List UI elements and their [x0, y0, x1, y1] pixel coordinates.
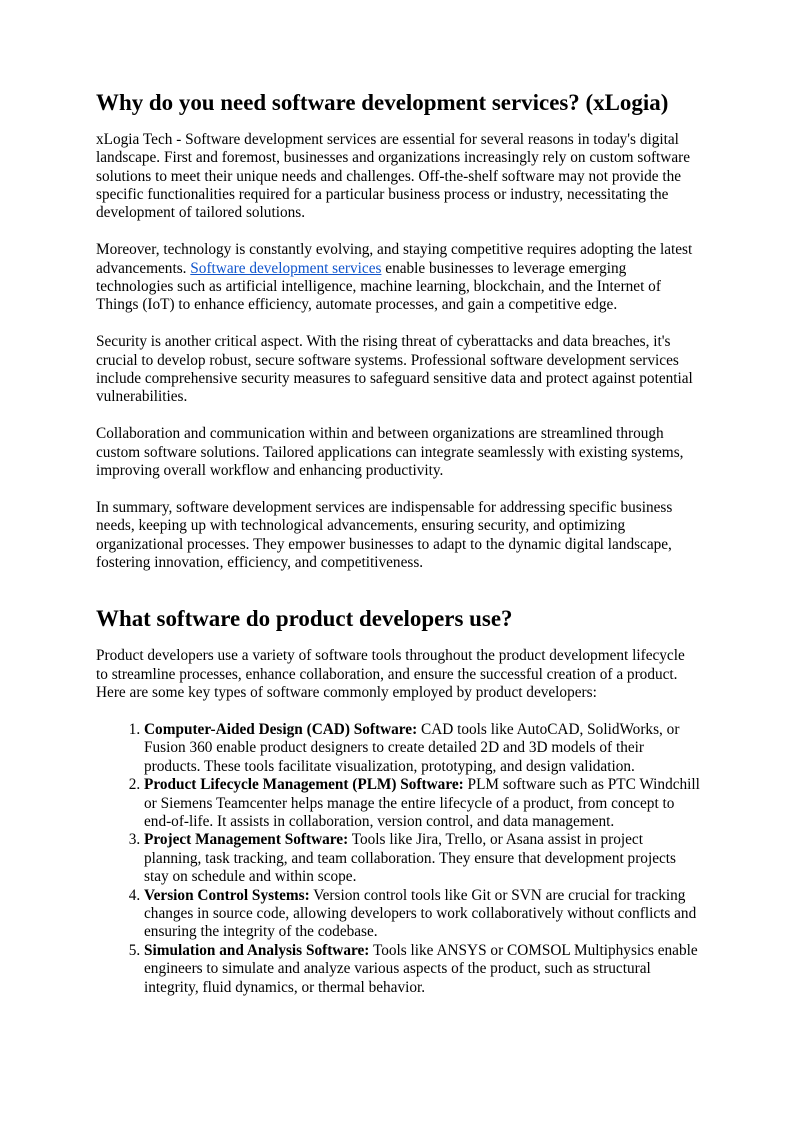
list-item	[144, 942, 700, 997]
list-item-text: CAD tools like AutoCAD, SolidWorks, or Fusion 360 enable product designers to create detailed 2D and 3D models of their products. These tools facilitate visualization, prototyping, and design validation.	[144, 720, 680, 775]
paragraph-collaboration: Collaboration and communication within and between organizations are streamlined through custom software solutions. Tailored applications can integrate seamlessly with existing systems, improving overall workflow and enhancing productivity.	[96, 425, 684, 480]
list-item	[144, 831, 700, 886]
list-item-text: Version control tools like Git or SVN are crucial for tracking changes in source code, allowing developers to work collaboratively without conflicts and ensuring the integrity of the codebase.	[144, 886, 697, 941]
list-item-term: Project Management Software:	[144, 831, 349, 849]
document-page	[96, 90, 700, 997]
paragraph-text: enable businesses to leverage emerging technologies such as artificial intelligence, machine learning, blockchain, and the Internet of Things (IoT) to enhance efficiency, automate processes, and gain a competitive edge.	[96, 259, 661, 314]
list-item	[144, 887, 700, 942]
list-item	[144, 776, 700, 831]
paragraph-text: Moreover, technology is constantly evolving, and staying competitive requires adopting the latest advancements.	[96, 241, 693, 277]
section-heading-what-software: What software do product developers use?	[96, 606, 513, 632]
software-types-list	[96, 721, 700, 997]
list-item	[144, 721, 700, 776]
list-item-term: Simulation and Analysis Software:	[144, 941, 370, 959]
list-item-text: PLM software such as PTC Windchill or Siemens Teamcenter helps manage the entire lifecycle of a product, from concept to end-of-life. It assists in collaboration, version control, and data management.	[144, 776, 700, 830]
paragraph-security: Security is another critical aspect. With the rising threat of cyberattacks and data breaches, it's crucial to develop robust, secure software systems. Professional software development services include comprehensive security measures to safeguard sensitive data and protect against potential vulnerabilities.	[96, 333, 693, 406]
list-item-term: Version Control Systems:	[144, 886, 310, 904]
section-heading-why: Why do you need software development services? (xLogia)	[96, 90, 669, 115]
paragraph-technology	[96, 241, 700, 315]
list-item-term: Product Lifecycle Management (PLM) Software:	[144, 776, 464, 794]
list-item-text: Tools like ANSYS or COMSOL Multiphysics enable engineers to simulate and analyze various aspects of the product, such as structural integrity, fluid dynamics, or thermal behavior.	[144, 941, 698, 996]
paragraph-summary: In summary, software development services are indispensable for addressing specific business needs, keeping up with technological advancements, ensuring security, and optimizing organizational processes. They empower businesses to adapt to the dynamic digital landscape, fostering innovation, efficiency, and competitiveness.	[96, 498, 673, 572]
paragraph-intro: xLogia Tech - Software development services are essential for several reasons in today's digital landscape. First and foremost, businesses and organizations increasingly rely on custom software solutions to meet their unique needs and challenges. Off-the-shelf software may not provide the specific functionalities required for a particular business process or industry, necessitating the development of tailored solutions.	[96, 130, 691, 222]
list-item-term: Computer-Aided Design (CAD) Software:	[144, 720, 418, 738]
software-development-services-link[interactable]: Software development services	[190, 259, 382, 277]
paragraph-product-developers: Product developers use a variety of software tools throughout the product development lifecycle to streamline processes, enhance collaboration, and ensure the successful creation of a product. Here are some key types of software commonly employed by product developers:	[96, 647, 685, 702]
list-item-text: Tools like Jira, Trello, or Asana assist in project planning, task tracking, and team collaboration. They ensure that development projects stay on schedule and within scope.	[144, 831, 676, 886]
